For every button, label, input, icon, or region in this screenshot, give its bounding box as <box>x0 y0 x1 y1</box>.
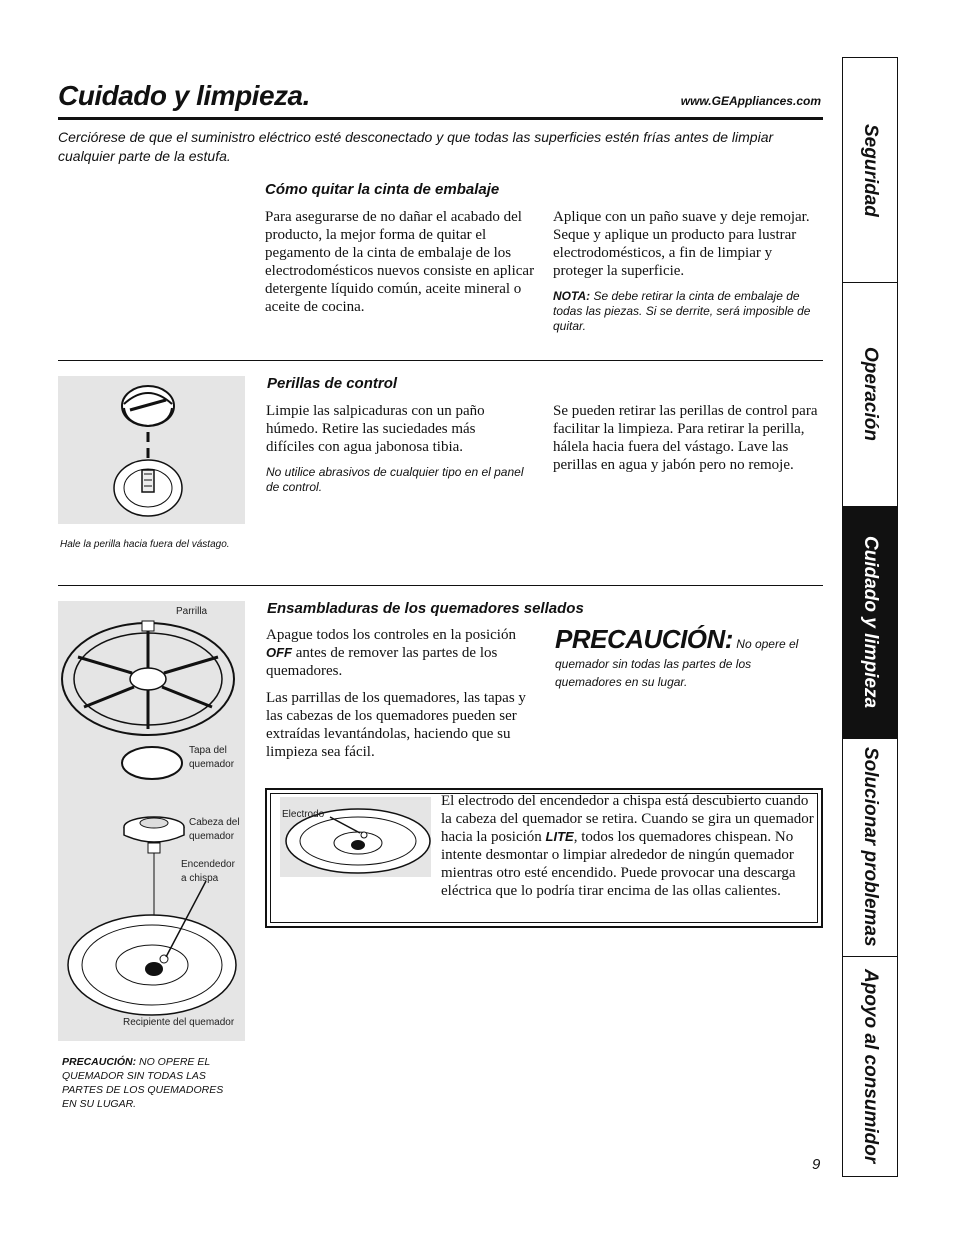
burners-p2: Las parrillas de los quemadores, las tapas y las cabezas de los quemadores pueden ser extraídas levantándolas, haciendo que su limpieza sea fácil. <box>266 690 526 760</box>
bottom-caution-label: PRECAUCIÓN: <box>62 1056 137 1068</box>
label-head: Cabeza del quemador <box>189 817 240 842</box>
tape-heading: Cómo quitar la cinta de embalaje <box>265 181 500 198</box>
label-cap: Tapa del quemador <box>189 745 235 770</box>
tab-apoyo-al-consumidor[interactable] <box>843 956 897 1176</box>
burners-p1-after: antes de remover las partes de los quemadores. <box>266 645 498 679</box>
knobs-left-text: Limpie las salpicaduras con un paño húmedo. Retire las suciedades más difíciles con agua jabonosa tibia. <box>266 403 485 455</box>
tape-note-text: Se debe retirar la cinta de embalaje de todas las piezas. Si se derrite, será imposible de quitar. <box>553 289 811 333</box>
label-igniter: Encendedor a chispa <box>181 859 235 884</box>
burners-p1 <box>266 626 538 680</box>
tab-cuidado-y-limpieza[interactable] <box>843 506 897 739</box>
tape-note <box>553 289 815 334</box>
tab-seguridad[interactable] <box>843 58 897 283</box>
label-grate: Parrilla <box>176 606 208 617</box>
knobs-note: No utilice abrasivos de cualquier tipo en el panel de control. <box>266 465 524 494</box>
box-text-before: El electrodo del encendedor a chispa está descubierto cuando la cabeza del quemador se retira. Cuando se gira un quemador hacia la posición <box>441 793 814 845</box>
knobs-right-text: Se pueden retirar las perillas de control para facilitar la limpieza. Para retirar la perilla, hálela hacia fuera del vástago. Lave las perillas en agua y jabón pero no remoje. <box>553 403 818 473</box>
header-rule <box>58 117 823 120</box>
caution-text: No opere el quemador sin todas las partes de los quemadores en su lugar. <box>555 637 799 689</box>
bottom-caution-text: NO OPERE EL QUEMADOR SIN TODAS LAS PARTES DE LOS QUEMADORES EN SU LUGAR. <box>62 1056 224 1110</box>
tab-operacion[interactable] <box>843 282 897 507</box>
tape-note-label: NOTA: <box>553 289 591 303</box>
website-url[interactable]: www.GEAppliances.com <box>680 94 821 108</box>
page-number: 9 <box>812 1156 821 1173</box>
tape-right-text: Aplique con un paño suave y deje remojar. Seque y aplique un producto para lustrar electrodomésticos, a fin de limpiar y proteger la superficie. <box>553 209 810 279</box>
section-divider-1 <box>58 360 823 361</box>
section-divider-2 <box>58 585 823 586</box>
burners-heading: Ensambladuras de los quemadores sellados <box>267 600 584 617</box>
tab-solucionar-label: Solucionar problemas <box>860 747 881 947</box>
page-title: Cuidado y limpieza. <box>58 80 310 111</box>
knob-caption: Hale la perilla hacia fuera del vástago. <box>60 539 230 550</box>
electrode-warning-text <box>441 792 817 900</box>
caution-title: PRECAUCIÓN: <box>555 624 733 654</box>
section-sidebar <box>842 57 898 1177</box>
grate-drawing <box>62 601 234 761</box>
knobs-heading: Perillas de control <box>267 375 398 392</box>
tab-solucionar-problemas[interactable] <box>843 738 897 957</box>
box-text-after: , todos los quemadores chispean. No intente desmontar o limpiar alrededor de ningún quemador mientras otro esté encendido. Puede provocar una descarga eléctrica que lo podría tirar encima de las ollas calientes. <box>441 829 796 899</box>
label-bowl: Recipiente del quemador <box>123 1017 235 1028</box>
off-label: OFF <box>266 645 292 660</box>
bottom-caution <box>62 1055 227 1111</box>
knob-figure <box>58 376 245 524</box>
knob-illustration <box>58 376 245 524</box>
tab-cuidado-label: Cuidado y limpieza <box>860 535 881 709</box>
burners-p1-before: Apague todos los controles en la posición <box>266 627 516 643</box>
caution-block <box>555 624 820 691</box>
tab-operacion-label: Operación <box>860 347 881 441</box>
tab-apoyo-label: Apoyo al consumidor <box>860 968 881 1164</box>
label-electrode: Electrodo <box>282 809 325 820</box>
intro-text: Cerciórese de que el suministro eléctrico esté desconectado y que todas las superficies estén frías antes de limpiar cualquier parte de la estufa. <box>58 129 774 164</box>
tab-seguridad-label: Seguridad <box>860 123 881 217</box>
tape-left-text: Para asegurarse de no dañar el acabado del producto, la mejor forma de quitar el pegamento de la cinta de embalaje de los electrodomésticos nuevos consiste en aplicar detergente líquido común, aceite mineral o aceite de cocina. <box>265 209 535 315</box>
lite-label: LITE <box>545 829 574 844</box>
